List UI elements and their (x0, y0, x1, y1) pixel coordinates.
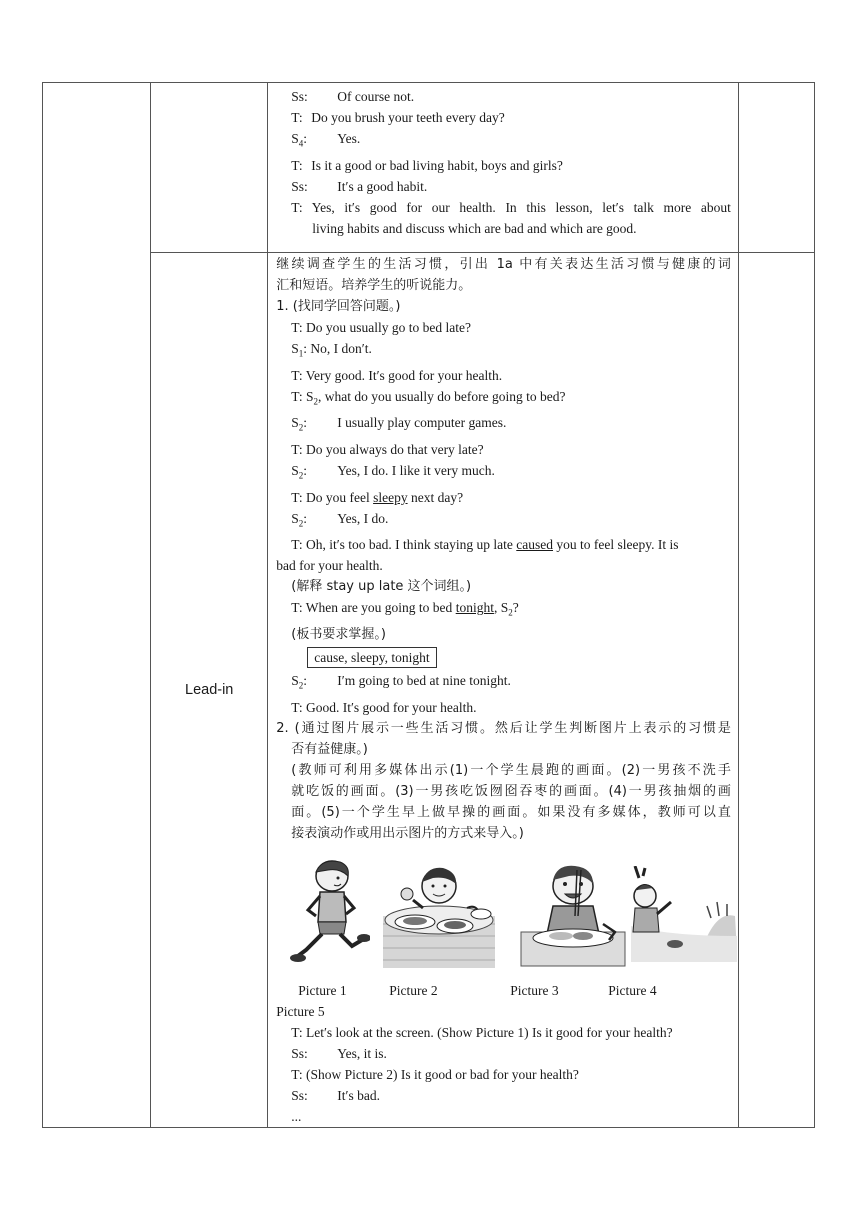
dialogue-line: T: Let′s look at the screen. (Show Picture 1) Is it good for your health? (291, 1024, 673, 1040)
picture-caption: Picture 3 (510, 982, 559, 998)
teacher-note: 就吃饭的画面。(3)一男孩吃饭囫囵吞枣的画面。(4)一男孩抽烟的画 (291, 783, 731, 799)
stage-cell-empty (151, 83, 268, 253)
dialogue-line: T: Do you always do that very late? (291, 442, 484, 458)
intro-text: 汇和短语。培养学生的听说能力。 (276, 278, 472, 293)
dialogue-line: $S_2$: I′m going to bed at nine tonight. (291, 673, 511, 691)
step-heading: 1. (找同学回答问题。) (276, 299, 401, 314)
table-row (43, 83, 815, 253)
dialogue-line: Ss: It′s a good habit. (291, 178, 428, 194)
dialogue-line: $S_2$: I usually play computer games. (291, 415, 507, 434)
dialogue-line: Ss: Of course not. (291, 89, 415, 104)
picture-caption: Picture 2 (389, 982, 438, 998)
dialogue-line: T: When are you going to bed tonight, $S_2$? (291, 600, 519, 619)
lesson-plan-table (42, 82, 815, 1128)
blank-left-cell (43, 83, 151, 1128)
dialogue-line: T: Oh, it′s too bad. I think staying up late caused you to feel sleepy. It is (291, 537, 679, 553)
dialogue-line: T: Do you usually go to bed late? (291, 320, 471, 335)
dialogue-line: Ss: It′s bad. (291, 1087, 380, 1103)
dialogue-line: bad for your health. (276, 558, 383, 574)
picture-caption: Picture 4 (608, 982, 657, 998)
step-heading: 2. (通过图片展示一些生活习惯。然后让学生判断图片上表示的习惯是 (276, 720, 731, 736)
dialogue-line: $S_1$: No, I don′t. (291, 341, 372, 359)
dialogue-line: T: Do you brush your teeth every day? (291, 110, 505, 125)
dialogue-line: $S_2$: Yes, I do. (291, 510, 389, 529)
dialogue-line: living habits and discuss which are bad and which are good. (312, 220, 637, 236)
procedure-cell (268, 253, 739, 1128)
teacher-note: (板书要求掌握。) (291, 627, 386, 643)
picture-caption: Picture 5 (276, 1003, 325, 1019)
step-heading: 否有益健康。) (291, 741, 368, 757)
boy-gobbling-illustration (517, 862, 629, 968)
table-row (43, 253, 815, 1128)
intro-text: 继续调查学生的生活习惯，引出 1a 中有关表达生活习惯与健康的词 (276, 257, 731, 272)
picture-strip (276, 858, 731, 978)
running-boy-illustration (288, 858, 370, 966)
dialogue-line: T: Is it a good or bad living habit, boys and girls? (291, 157, 563, 173)
dialogue-line: T: Very good. It′s good for your health. (291, 367, 503, 383)
dialogue-line: $S_2$: Yes, I do. I like it very much. (291, 463, 495, 481)
dialogue-line: T: Good. It′s good for your health. (291, 699, 477, 715)
boy-eating-illustration (383, 864, 495, 968)
ellipsis: ... (291, 1108, 302, 1124)
picture-captions (276, 980, 731, 1001)
dialogue-line: T: $S_2$, what do you usually do before going to bed? (291, 388, 566, 407)
dialogue-cell (268, 83, 739, 253)
teacher-note: (解释 stay up late 这个词组。) (291, 579, 472, 595)
teacher-note: (教师可利用多媒体出示(1)一个学生晨跑的画面。(2)一男孩不洗手 (291, 762, 731, 778)
dialogue-line: Ss: Yes, it is. (291, 1045, 387, 1061)
dialogue-line: T: Do you feel sleepy next day? (291, 489, 464, 505)
exercise-illustration (631, 866, 737, 962)
dialogue-line: T: Yes, it′s good for our health. In this lesson, let′s talk more about (291, 199, 731, 215)
vocabulary-box: cause, sleepy, tonight (307, 647, 436, 668)
picture-caption: Picture 1 (298, 982, 347, 998)
notes-cell (738, 83, 814, 253)
stage-label: Lead-in (151, 253, 268, 1128)
notes-cell (738, 253, 814, 1128)
teacher-note: 接表演动作或用出示图片的方式来导入。) (291, 825, 524, 841)
dialogue-line: T: (Show Picture 2) Is it good or bad for your health? (291, 1066, 579, 1082)
teacher-note: 面。(5)一个学生早上做早操的画面。如果没有多媒体，教师可以直 (291, 804, 731, 820)
dialogue-line: $S_4$: Yes. (291, 131, 361, 149)
